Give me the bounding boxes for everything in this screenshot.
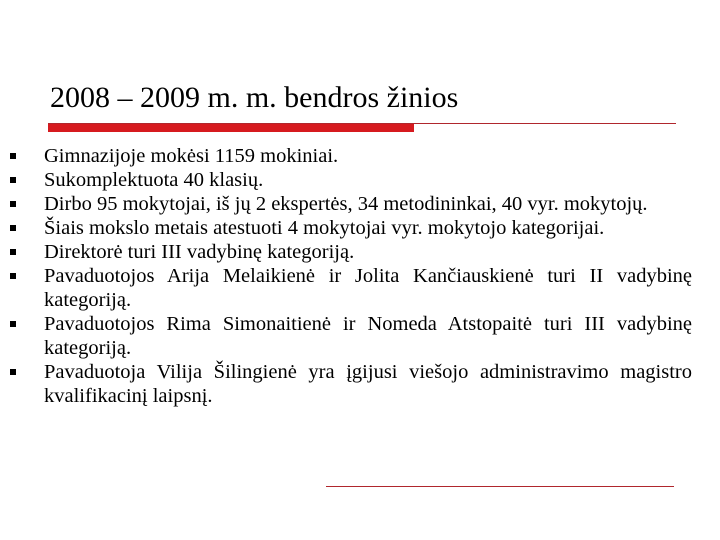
list-item-text: Pavaduotoja Vilija Šilingienė yra įgijusi viešojo administravimo magistro kvalifikacinį laipsnį. <box>44 361 692 407</box>
list-item <box>44 360 692 408</box>
list-item <box>44 192 692 216</box>
list-item <box>44 240 692 264</box>
square-bullet-icon <box>10 153 16 159</box>
square-bullet-icon <box>10 273 16 279</box>
list-item <box>44 216 692 240</box>
list-item <box>44 168 692 192</box>
square-bullet-icon <box>10 321 16 327</box>
list-item-text: Direktorė turi III vadybinę kategoriją. <box>44 241 355 263</box>
list-item-text: Pavaduotojos Rima Simonaitienė ir Nomeda Atstopaitė turi III vadybinę kategoriją. <box>44 313 692 359</box>
square-bullet-icon <box>10 177 16 183</box>
list-item-text: Sukomplektuota 40 klasių. <box>44 169 264 191</box>
list-item-text: Pavaduotojos Arija Melaikienė ir Jolita Kančiauskienė turi II vadybinę kategoriją. <box>44 265 692 311</box>
list-item-text: Dirbo 95 mokytojai, iš jų 2 ekspertės, 34 metodininkai, 40 vyr. mokytojų. <box>44 193 648 215</box>
bullet-list <box>0 144 720 408</box>
square-bullet-icon <box>10 201 16 207</box>
list-item <box>44 312 692 360</box>
square-bullet-icon <box>10 369 16 375</box>
list-item-text: Gimnazijoje mokėsi 1159 mokiniai. <box>44 145 339 167</box>
slide-title: 2008 – 2009 m. m. bendros žinios <box>50 81 459 114</box>
square-bullet-icon <box>10 225 16 231</box>
list-item <box>44 264 692 312</box>
list-item-text: Šiais mokslo metais atestuoti 4 mokytojai vyr. mokytojo kategorijai. <box>44 217 605 239</box>
list-item <box>44 144 692 168</box>
title-underline-accent <box>48 124 414 132</box>
footer-rule <box>326 486 674 487</box>
square-bullet-icon <box>10 249 16 255</box>
